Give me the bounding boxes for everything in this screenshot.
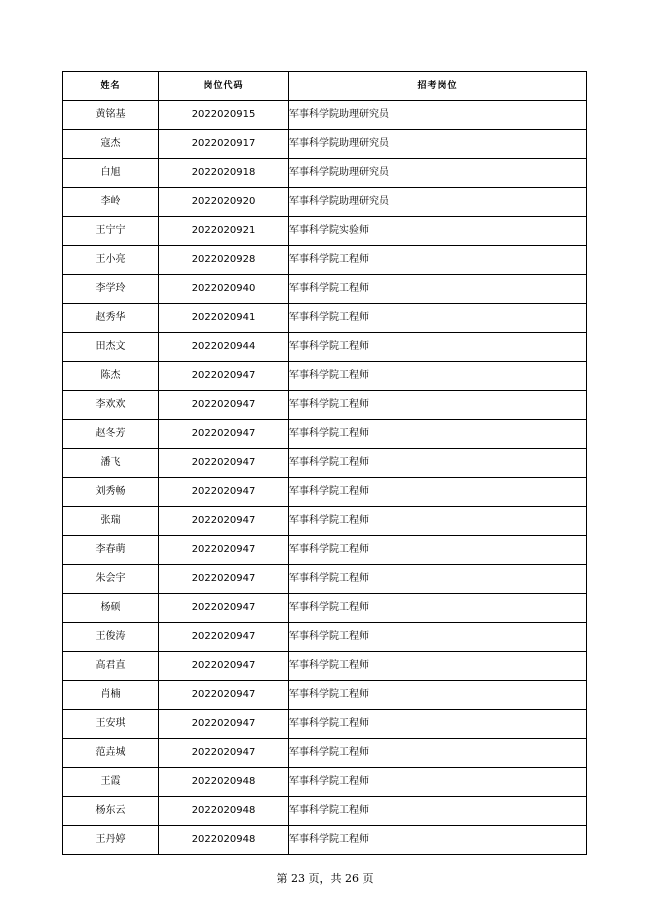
cell-post: 军事科学院工程师 bbox=[289, 391, 587, 420]
cell-post: 军事科学院助理研究员 bbox=[289, 188, 587, 217]
cell-name: 赵秀华 bbox=[63, 304, 159, 333]
table-row bbox=[63, 333, 587, 362]
cell-code: 2022020920 bbox=[159, 188, 289, 217]
table-row bbox=[63, 594, 587, 623]
cell-name: 王小亮 bbox=[63, 246, 159, 275]
table-row bbox=[63, 217, 587, 246]
cell-post: 军事科学院助理研究员 bbox=[289, 130, 587, 159]
table-row bbox=[63, 159, 587, 188]
cell-name: 朱会宇 bbox=[63, 565, 159, 594]
table-row bbox=[63, 739, 587, 768]
table-row bbox=[63, 710, 587, 739]
cell-code: 2022020947 bbox=[159, 710, 289, 739]
cell-post: 军事科学院工程师 bbox=[289, 565, 587, 594]
cell-post: 军事科学院工程师 bbox=[289, 797, 587, 826]
cell-post: 军事科学院工程师 bbox=[289, 710, 587, 739]
header-code: 岗位代码 bbox=[159, 72, 289, 101]
cell-name: 王霞 bbox=[63, 768, 159, 797]
cell-name: 刘秀畅 bbox=[63, 478, 159, 507]
table-row bbox=[63, 275, 587, 304]
table-row bbox=[63, 420, 587, 449]
table-row bbox=[63, 478, 587, 507]
cell-post: 军事科学院工程师 bbox=[289, 362, 587, 391]
cell-name: 高君直 bbox=[63, 652, 159, 681]
cell-post: 军事科学院工程师 bbox=[289, 652, 587, 681]
table-row bbox=[63, 188, 587, 217]
cell-code: 2022020918 bbox=[159, 159, 289, 188]
cell-code: 2022020948 bbox=[159, 826, 289, 855]
cell-post: 军事科学院工程师 bbox=[289, 826, 587, 855]
table-row bbox=[63, 130, 587, 159]
cell-post: 军事科学院工程师 bbox=[289, 768, 587, 797]
cell-post: 军事科学院工程师 bbox=[289, 623, 587, 652]
cell-code: 2022020947 bbox=[159, 739, 289, 768]
cell-code: 2022020947 bbox=[159, 681, 289, 710]
cell-post: 军事科学院工程师 bbox=[289, 420, 587, 449]
cell-name: 陈杰 bbox=[63, 362, 159, 391]
cell-post: 军事科学院助理研究员 bbox=[289, 101, 587, 130]
cell-name: 王安琪 bbox=[63, 710, 159, 739]
cell-post: 军事科学院工程师 bbox=[289, 507, 587, 536]
table-row bbox=[63, 768, 587, 797]
cell-code: 2022020941 bbox=[159, 304, 289, 333]
cell-post: 军事科学院工程师 bbox=[289, 449, 587, 478]
cell-post: 军事科学院工程师 bbox=[289, 275, 587, 304]
cell-post: 军事科学院工程师 bbox=[289, 478, 587, 507]
table-row bbox=[63, 449, 587, 478]
cell-post: 军事科学院工程师 bbox=[289, 246, 587, 275]
cell-code: 2022020947 bbox=[159, 623, 289, 652]
cell-code: 2022020947 bbox=[159, 536, 289, 565]
table-row bbox=[63, 101, 587, 130]
table-row bbox=[63, 623, 587, 652]
table-row bbox=[63, 652, 587, 681]
cell-code: 2022020947 bbox=[159, 420, 289, 449]
cell-post: 军事科学院工程师 bbox=[289, 739, 587, 768]
cell-name: 杨东云 bbox=[63, 797, 159, 826]
table-row bbox=[63, 391, 587, 420]
table-row bbox=[63, 507, 587, 536]
cell-name: 黄铭基 bbox=[63, 101, 159, 130]
cell-code: 2022020947 bbox=[159, 565, 289, 594]
cell-name: 潘飞 bbox=[63, 449, 159, 478]
cell-name: 李欢欢 bbox=[63, 391, 159, 420]
cell-code: 2022020928 bbox=[159, 246, 289, 275]
cell-code: 2022020921 bbox=[159, 217, 289, 246]
cell-code: 2022020917 bbox=[159, 130, 289, 159]
cell-post: 军事科学院助理研究员 bbox=[289, 159, 587, 188]
cell-code: 2022020944 bbox=[159, 333, 289, 362]
table-row bbox=[63, 797, 587, 826]
cell-name: 李春萌 bbox=[63, 536, 159, 565]
cell-name: 王丹婷 bbox=[63, 826, 159, 855]
cell-code: 2022020948 bbox=[159, 768, 289, 797]
cell-code: 2022020947 bbox=[159, 652, 289, 681]
cell-code: 2022020948 bbox=[159, 797, 289, 826]
table-row bbox=[63, 565, 587, 594]
table-body bbox=[63, 101, 587, 855]
cell-name: 杨硕 bbox=[63, 594, 159, 623]
cell-name: 李学玲 bbox=[63, 275, 159, 304]
cell-name: 寇杰 bbox=[63, 130, 159, 159]
header-post: 招考岗位 bbox=[289, 72, 587, 101]
table-row bbox=[63, 304, 587, 333]
cell-code: 2022020947 bbox=[159, 362, 289, 391]
candidate-table bbox=[62, 71, 587, 855]
table-row bbox=[63, 536, 587, 565]
cell-name: 王俊涛 bbox=[63, 623, 159, 652]
cell-code: 2022020947 bbox=[159, 391, 289, 420]
page-number: 第 23 页，共 26 页 bbox=[276, 872, 374, 885]
table-row bbox=[63, 362, 587, 391]
cell-post: 军事科学院工程师 bbox=[289, 536, 587, 565]
cell-post: 军事科学院工程师 bbox=[289, 594, 587, 623]
cell-name: 田杰文 bbox=[63, 333, 159, 362]
table-row bbox=[63, 826, 587, 855]
table-row bbox=[63, 681, 587, 710]
cell-name: 李岭 bbox=[63, 188, 159, 217]
cell-post: 军事科学院工程师 bbox=[289, 681, 587, 710]
cell-post: 军事科学院工程师 bbox=[289, 304, 587, 333]
table-row bbox=[63, 246, 587, 275]
cell-code: 2022020947 bbox=[159, 449, 289, 478]
cell-code: 2022020947 bbox=[159, 478, 289, 507]
cell-code: 2022020915 bbox=[159, 101, 289, 130]
cell-name: 王宁宁 bbox=[63, 217, 159, 246]
cell-post: 军事科学院工程师 bbox=[289, 333, 587, 362]
cell-code: 2022020940 bbox=[159, 275, 289, 304]
cell-name: 赵冬芳 bbox=[63, 420, 159, 449]
cell-code: 2022020947 bbox=[159, 507, 289, 536]
header-name: 姓名 bbox=[63, 72, 159, 101]
cell-name: 张瑞 bbox=[63, 507, 159, 536]
cell-code: 2022020947 bbox=[159, 594, 289, 623]
cell-name: 肖楠 bbox=[63, 681, 159, 710]
cell-post: 军事科学院实验师 bbox=[289, 217, 587, 246]
cell-name: 范垚城 bbox=[63, 739, 159, 768]
table-header-row bbox=[63, 72, 587, 101]
cell-name: 白旭 bbox=[63, 159, 159, 188]
